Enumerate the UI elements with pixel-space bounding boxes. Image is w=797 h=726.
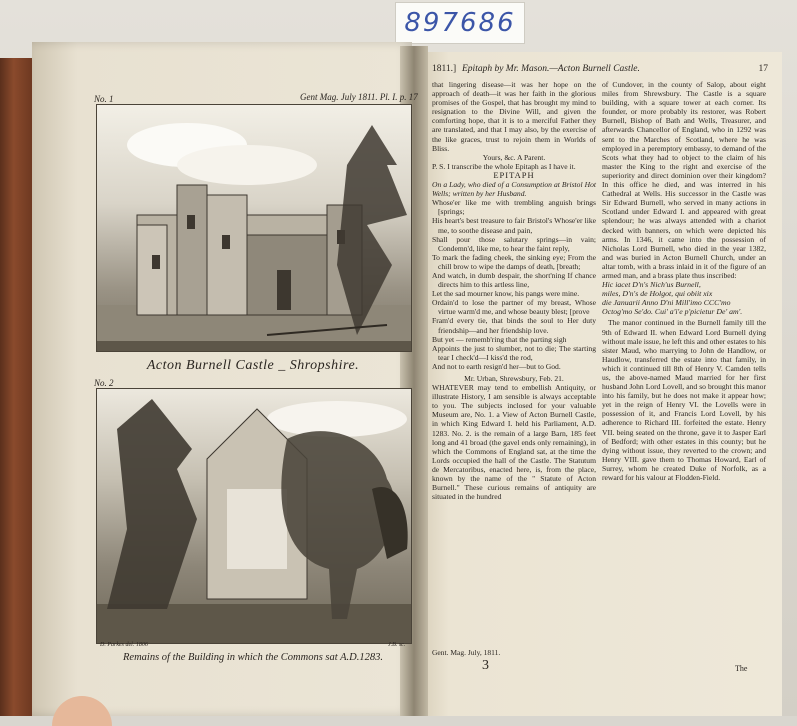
- text-column-right: [602, 80, 766, 482]
- poem-line: Shall pour those salutary springs—in vain; Condemn'd, like me, to hear the faint reply,: [432, 234, 596, 253]
- inscription-line: miles, D'n's de Holgot, qui obiit xix: [602, 289, 713, 299]
- inscription-line: die Januarii Anno D'ni Mill'imo CCC'mo: [602, 298, 731, 308]
- page-number: 17: [758, 64, 768, 74]
- text-column-left: [432, 80, 596, 501]
- plate2-number: No. 2: [94, 378, 114, 388]
- engraving-acton-burnell-castle: [96, 104, 412, 352]
- engraver-credit-right: J.B. sc.: [388, 642, 406, 648]
- engraving-commons-building: [96, 388, 412, 644]
- ruin-illustration: [97, 389, 411, 643]
- letter-body: WHATEVER may tend to embellish Antiquity, or illustrate History, I am sensible is always acceptable to you. The subjects inclosed for your valuable Museum are, No. 1. a View of Acton Burnell Castle, in which King Edward I. held his Parliament, A.D. 1283. No. 2. is the remain of a large Barn, 185 feet long and 41 broad (the gavel ends only remaining), in which the Commons of England sat, at the time the Lords occupied the hall of the Castle. The Statutum de Mercatoribus, enacted here, is, from the place, known by the name of the " Statute of Acton Burnell." These curious remains of antiquity are situated in the hundred: [432, 383, 596, 502]
- poem-line: Whose'er like me with trembling anguish brings [springs;: [432, 198, 596, 217]
- manor-history: The manor continued in the Burnell family till the 9th of Edward II. when Edward Lord Burnell dying without male issue, he left this and other estates to his sister Maud, who marrying to John de Handlow, or Haudlow, transferred the estate into that family, in which it continued till 8th of Henry V. Camden tells us, the above-named Maud married for her first husband John Lord Lovell, and so brought this manor into his family, but he does not make it appear how; yet in the reign of Henry VI. the Lovells were in possession of it, and Francis Lord Lovell, by his adherence to Richard III. forfeited the estate. Henry VII. being seated on the throne, gave it to Jasper Earl of Bedford; with other estates in this county; but he dying without issue, they reverted to the crown; and Henry VIII. gave them to Thomas Howard, Earl of Surrey, whom he created Duke of Norfolk, as a reward for his valour at Flodden-Field.: [602, 318, 766, 483]
- poem-line: Ordain'd to lose the partner of my breast, Whose virtue warm'd me, and whose beauty blest; [prove: [432, 298, 596, 317]
- inscription-line: Hic iacet D'n's Nich'us Burnell,: [602, 280, 701, 290]
- artist-credit-left: D. Parkes del. 1806: [100, 642, 148, 648]
- letter-heading: Mr. Urban, Shrewsbury, Feb. 21.: [464, 374, 564, 383]
- header-year: 1811.]: [432, 64, 457, 74]
- poem-line: To mark the fading cheek, the sinking eye; From the chill brow to wipe the damps of death, [breath;: [432, 252, 596, 271]
- poem-line: Let the sad mourner know, his pangs were mine.: [432, 289, 580, 299]
- poem-line: Fram'd every tie, that binds the soul to Her duty friendship—and her friendship love.: [432, 316, 596, 335]
- plate1-caption: Acton Burnell Castle _ Shropshire.: [146, 358, 360, 373]
- epitaph-subtitle: On a Lady, who died of a Consumption at Bristol Hot Wells; written by her Husband.: [432, 180, 596, 199]
- book-spine: [0, 58, 34, 716]
- epitaph-poem: [432, 198, 596, 371]
- poem-line: But yet — rememb'ring that the parting sigh: [432, 334, 567, 344]
- poem-line: Appoints the just to slumber, not to die; The starting tear I check'd—I kiss'd the rod,: [432, 343, 596, 362]
- poem-line: His heart's best treasure to fair Bristol's Whose'er like me, to soothe disease and pain,: [432, 216, 596, 235]
- castle-illustration: [97, 105, 411, 351]
- plate-header: Gent Mag. July 1811. Pl. I. p. 17: [300, 92, 418, 102]
- poem-line: And not to earth resign'd her—but to God.: [432, 361, 561, 371]
- castle-history: of Cundover, in the county of Salop, about eight miles from Shrewsbury. The Castle is a square building, with a square tower at each corner. Its founder, or more probably its restorer, was Robert Burnell, Bishop of Bath and Wells, Treasurer, and afterwards Chancellor of England, who in 1292 was sent to the Marches of Scotland, where he was employed in a peremptory embassy, to demand of the Scots what they had to object to the claim of his master the King to the right and exercise of the superiority and direct dominion over their kingdom? In this office he died, and was interred in his Cathedral at Wells. His successor in the Castle was Sir Edward Burnell, who served in many actions in Scotland under Edward I. and appeared with great splendour; he was always attended with a chariot decked with banners, on which were depicted his arms. In 1346, it came into the possession of Nicholas Lord Burnell, who died in the year 1382, and was buried in Acton Burnell Church, under an altar tomb, with a brass inlaid in it of the figure of an armed man, and a brass plate thus inscribed:: [602, 80, 766, 280]
- signature-line: Gent. Mag. July, 1811.: [432, 648, 501, 657]
- tomb-inscription: [602, 280, 766, 316]
- poem-line: And watch, in dumb despair, the short'ning If chance directs him to this artless line,: [432, 270, 596, 290]
- signature-mark: 3: [482, 658, 489, 673]
- catchword: The: [735, 664, 748, 673]
- header-title: Epitaph by Mr. Mason.—Acton Burnell Castle.: [462, 64, 640, 74]
- inscription-line: Octog'mo Se'do. Cui' a'i'e p'picietur De' am'.: [602, 307, 743, 317]
- letter-conclusion: that lingering disease—it was her hope on the approach of death—it was her faith in the glorious promises of the Gospel, that has brought my mind to resignation to the Divine Will, and given the comforting hope, that it is to a merciful Father they are translated, and that I may also, by the exercise of the like graces, trust to rejoin them in Worlds of Bliss.: [432, 80, 596, 153]
- letter-signoff: Yours, &c. A Parent.: [482, 152, 546, 162]
- plate2-caption: Remains of the Building in which the Commons sat A.D.1283.: [123, 652, 383, 663]
- library-tag: 897686: [395, 2, 525, 44]
- plate1-number: No. 1: [94, 94, 114, 104]
- epitaph-title: EPITAPH: [493, 169, 535, 180]
- postscript: P. S. I transcribe the whole Epitaph as I have it.: [432, 161, 576, 171]
